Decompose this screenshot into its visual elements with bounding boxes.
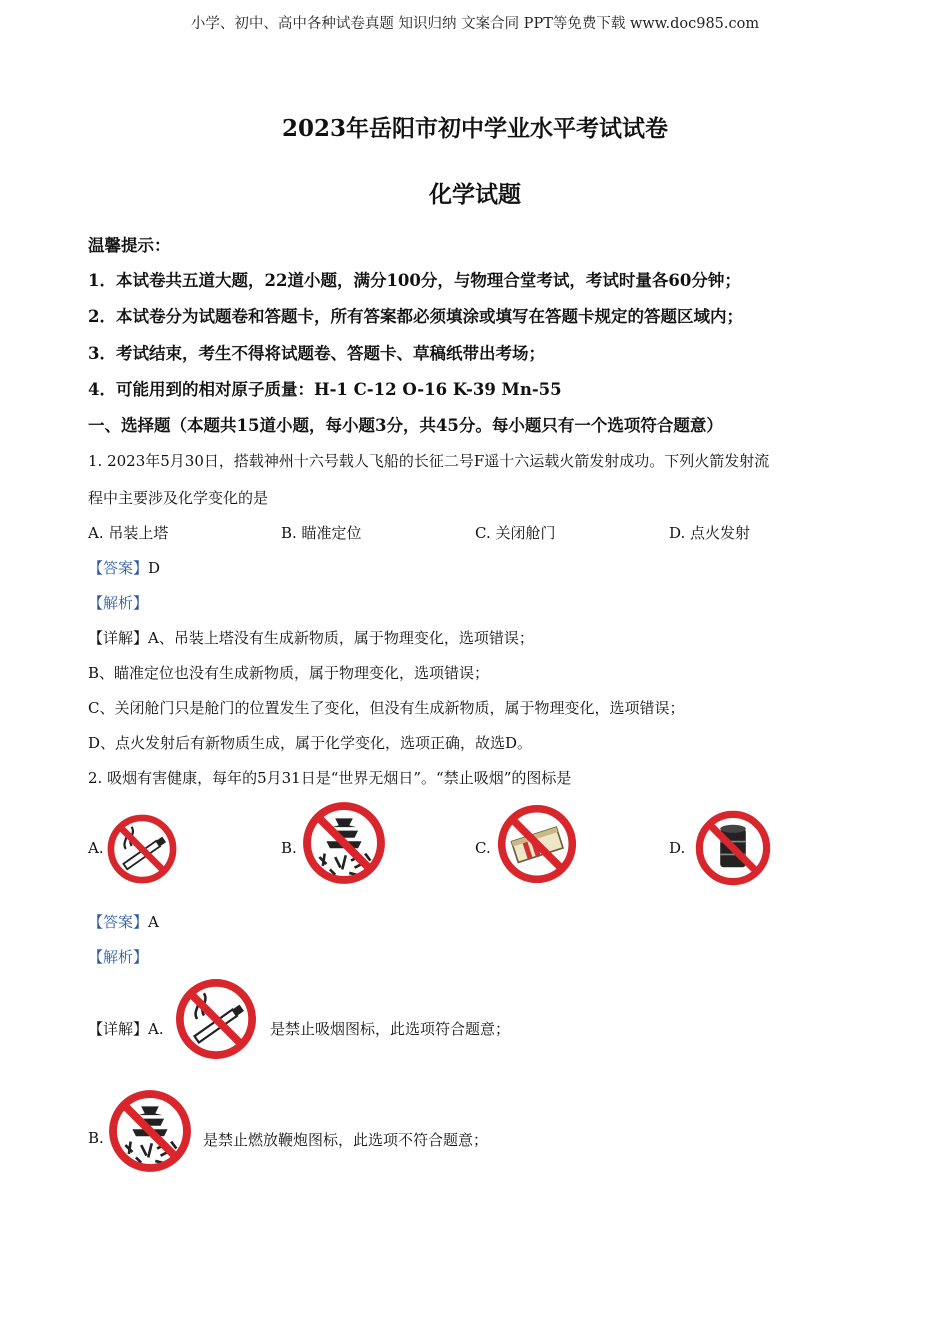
analysis-tag: 【解析】 (88, 594, 149, 612)
tip-item: 2．本试卷分为试题卷和答题卡，所有答案都必须填涂或填写在答题卡规定的答题区域内； (88, 307, 743, 326)
no-matches-icon (495, 802, 579, 886)
question-stem: 2. 吸烟有害健康，每年的5月31日是“世界无烟日”。“禁止吸烟”的图标是 (88, 769, 572, 787)
detail-line: D、点火发射后有新物质生成，属于化学变化，选项正确，故选D。 (88, 734, 533, 752)
option-a-label: A. (88, 839, 104, 857)
detail-line: C、关闭舱门只是舱门的位置发生了变化，但没有生成新物质，属于物理变化，选项错误； (88, 699, 685, 717)
answer-value: A (148, 913, 159, 931)
option-a: A. 吊装上塔 (88, 524, 169, 542)
analysis-tag: 【解析】 (88, 948, 149, 966)
detail-prefix: A. (148, 1020, 164, 1038)
no-oil-barrel-icon (693, 808, 773, 888)
site-header: 小学、初中、高中各种试卷真题 知识归纳 文案合同 PPT等免费下载 www.doc985.com (190, 16, 760, 32)
tips-heading: 温馨提示： (88, 236, 171, 255)
question-stem: 1. 2023年5月30日，搭载神州十六号载人飞船的长征二号F遥十六运载火箭发射成功。下列火箭发射流 (88, 452, 770, 470)
answer-line (88, 911, 159, 932)
option-b: B. 瞄准定位 (281, 524, 362, 542)
answer-tag: 【答案】 (88, 913, 149, 931)
detail-line (88, 627, 534, 648)
option-b-label: B. (281, 839, 297, 857)
option-c-label: C. (475, 839, 491, 857)
tip-item: 4．可能用到的相对原子质量：H-1 C-12 O-16 K-39 Mn-55 (88, 380, 562, 399)
detail-text: 是禁止吸烟图标，此选项符合题意； (270, 1020, 511, 1038)
answer-tag: 【答案】 (88, 559, 149, 577)
option-d-label: D. (669, 839, 686, 857)
detail-line (88, 1018, 164, 1039)
option-c: C. 关闭舱门 (475, 524, 556, 542)
detail-tag: 【详解】 (88, 629, 149, 647)
exam-title: 2023年岳阳市初中学业水平考试试卷 (281, 115, 668, 142)
detail-line: B、瞄准定位也没有生成新物质，属于物理变化，选项错误； (88, 664, 490, 682)
no-fireworks-icon (106, 1087, 194, 1175)
answer-value: D (148, 559, 161, 577)
question-stem: 程中主要涉及化学变化的是 (88, 489, 269, 507)
section-heading: 一、选择题（本题共15道小题，每小题3分，共45分。每小题只有一个选项符合题意） (88, 416, 723, 435)
detail-text: 是禁止燃放鞭炮图标，此选项不符合题意； (203, 1131, 489, 1149)
detail-text: A、吊装上塔没有生成新物质，属于物理变化，选项错误； (148, 629, 534, 647)
detail-prefix: B. (88, 1129, 104, 1147)
no-smoking-icon (105, 812, 179, 886)
tip-item: 3．考试结束，考生不得将试题卷、答题卡、草稿纸带出考场； (88, 344, 545, 363)
subject-title: 化学试题 (429, 181, 521, 208)
no-smoking-icon (173, 976, 259, 1062)
answer-line (88, 557, 160, 578)
tip-item: 1．本试卷共五道大题，22道小题，满分100分，与物理合堂考试，考试时量各60分钟； (88, 271, 741, 290)
option-d: D. 点火发射 (669, 524, 751, 542)
no-fireworks-icon (300, 799, 388, 887)
detail-tag: 【详解】 (88, 1020, 149, 1038)
